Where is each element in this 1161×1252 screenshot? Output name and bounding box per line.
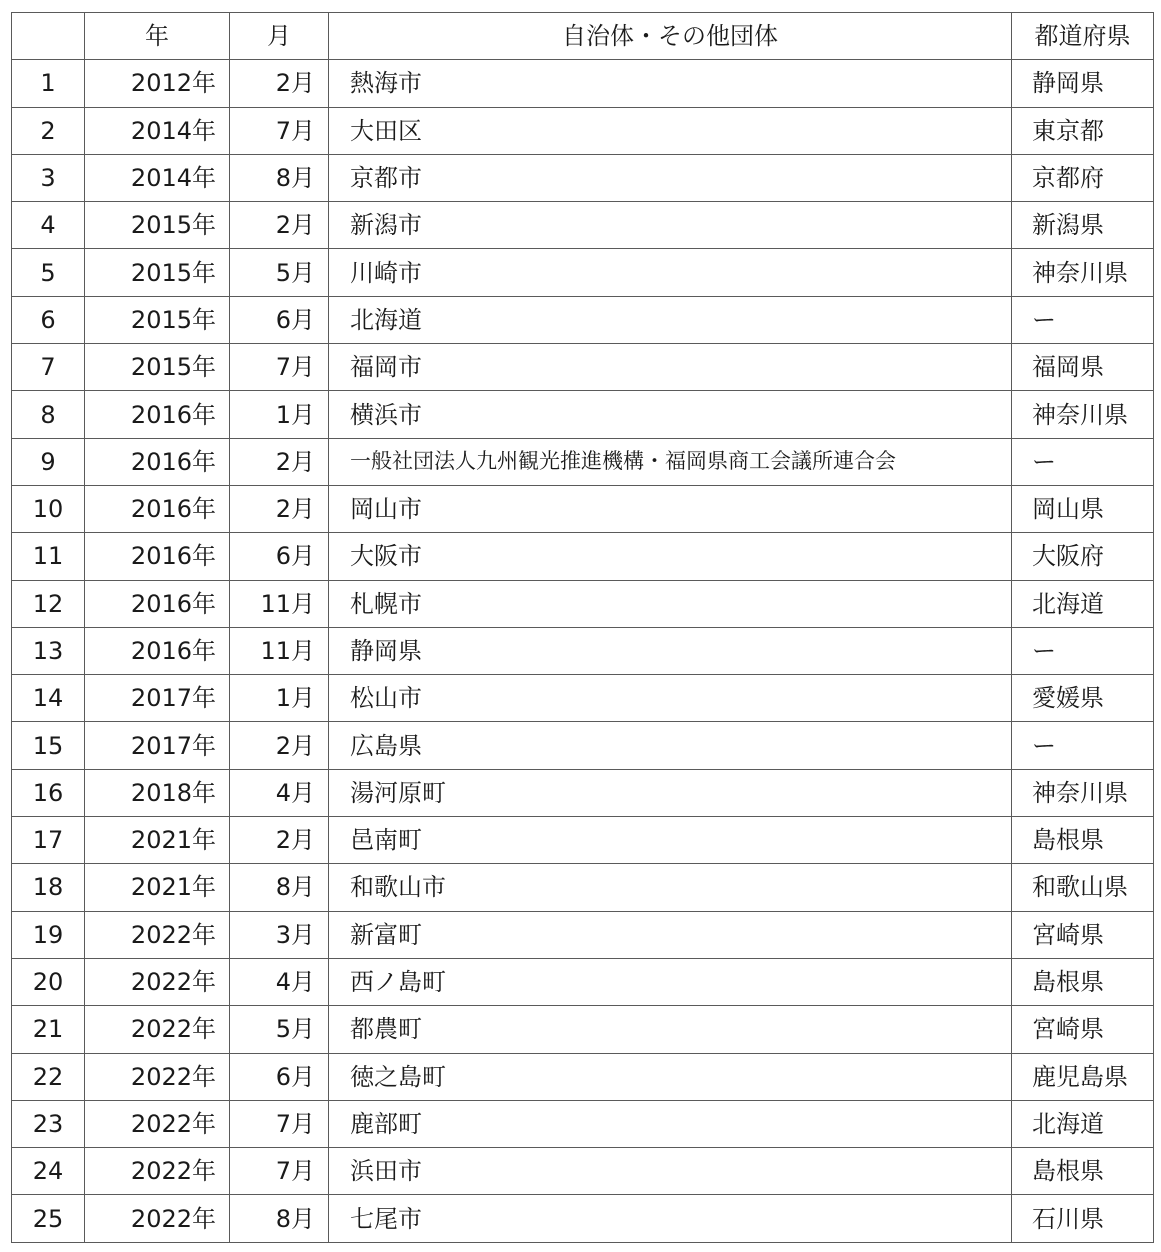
table-body: [12, 60, 1154, 1242]
month-cell: 1月: [230, 391, 329, 438]
table-row: [12, 911, 1154, 958]
row-number-cell: 18: [12, 864, 85, 911]
row-number-cell: 14: [12, 675, 85, 722]
table-row: [12, 769, 1154, 816]
prefecture-cell: ー: [1012, 722, 1154, 769]
year-cell: 2016年: [85, 533, 230, 580]
year-cell: 2015年: [85, 202, 230, 249]
organization-cell: 一般社団法人九州観光推進機構・福岡県商工会議所連合会: [329, 438, 1012, 485]
year-cell: 2022年: [85, 1006, 230, 1053]
table-row: [12, 344, 1154, 391]
table-row: [12, 1148, 1154, 1195]
prefecture-cell: 宮崎県: [1012, 911, 1154, 958]
prefecture-cell: 石川県: [1012, 1195, 1154, 1242]
organization-cell: 札幌市: [329, 580, 1012, 627]
row-number-cell: 13: [12, 627, 85, 674]
row-number-cell: 9: [12, 438, 85, 485]
table-row: [12, 154, 1154, 201]
row-number-cell: 5: [12, 249, 85, 296]
prefecture-cell: ー: [1012, 438, 1154, 485]
year-cell: 2016年: [85, 580, 230, 627]
row-number-cell: 7: [12, 344, 85, 391]
row-number-cell: 3: [12, 154, 85, 201]
organization-cell: 七尾市: [329, 1195, 1012, 1242]
table-row: [12, 1100, 1154, 1147]
year-cell: 2015年: [85, 296, 230, 343]
row-number-cell: 10: [12, 485, 85, 532]
organization-cell: 川崎市: [329, 249, 1012, 296]
month-cell: 3月: [230, 911, 329, 958]
organization-cell: 北海道: [329, 296, 1012, 343]
month-cell: 8月: [230, 1195, 329, 1242]
row-number-cell: 2: [12, 107, 85, 154]
organization-cell: 西ノ島町: [329, 958, 1012, 1005]
row-number-cell: 11: [12, 533, 85, 580]
month-cell: 4月: [230, 958, 329, 1005]
organization-cell: 徳之島町: [329, 1053, 1012, 1100]
year-cell: 2021年: [85, 817, 230, 864]
month-cell: 2月: [230, 438, 329, 485]
prefecture-cell: 北海道: [1012, 580, 1154, 627]
month-cell: 8月: [230, 864, 329, 911]
table-row: [12, 817, 1154, 864]
header-row: [12, 13, 1154, 60]
header-year: 年: [85, 13, 230, 60]
month-cell: 4月: [230, 769, 329, 816]
organization-cell: 岡山市: [329, 485, 1012, 532]
organization-cell: 大田区: [329, 107, 1012, 154]
year-cell: 2022年: [85, 1195, 230, 1242]
month-cell: 2月: [230, 722, 329, 769]
organization-cell: 新富町: [329, 911, 1012, 958]
table-row: [12, 533, 1154, 580]
row-number-cell: 15: [12, 722, 85, 769]
prefecture-cell: 島根県: [1012, 958, 1154, 1005]
table-row: [12, 60, 1154, 107]
organization-cell: 松山市: [329, 675, 1012, 722]
year-cell: 2015年: [85, 249, 230, 296]
month-cell: 7月: [230, 1148, 329, 1195]
organization-cell: 浜田市: [329, 1148, 1012, 1195]
organization-cell: 大阪市: [329, 533, 1012, 580]
table-row: [12, 202, 1154, 249]
year-cell: 2017年: [85, 722, 230, 769]
year-cell: 2018年: [85, 769, 230, 816]
header-no: [12, 13, 85, 60]
organization-cell: 横浜市: [329, 391, 1012, 438]
prefecture-cell: ー: [1012, 296, 1154, 343]
month-cell: 1月: [230, 675, 329, 722]
prefecture-cell: 愛媛県: [1012, 675, 1154, 722]
row-number-cell: 16: [12, 769, 85, 816]
month-cell: 2月: [230, 60, 329, 107]
row-number-cell: 24: [12, 1148, 85, 1195]
month-cell: 2月: [230, 202, 329, 249]
prefecture-cell: 和歌山県: [1012, 864, 1154, 911]
month-cell: 11月: [230, 627, 329, 674]
organization-cell: 鹿部町: [329, 1100, 1012, 1147]
municipality-table: [11, 12, 1154, 1243]
table-row: [12, 580, 1154, 627]
row-number-cell: 1: [12, 60, 85, 107]
month-cell: 6月: [230, 296, 329, 343]
row-number-cell: 4: [12, 202, 85, 249]
month-cell: 7月: [230, 107, 329, 154]
organization-cell: 都農町: [329, 1006, 1012, 1053]
table-row: [12, 296, 1154, 343]
year-cell: 2022年: [85, 1053, 230, 1100]
year-cell: 2014年: [85, 154, 230, 201]
prefecture-cell: 東京都: [1012, 107, 1154, 154]
row-number-cell: 17: [12, 817, 85, 864]
year-cell: 2016年: [85, 391, 230, 438]
year-cell: 2022年: [85, 1148, 230, 1195]
header-month: 月: [230, 13, 329, 60]
month-cell: 2月: [230, 485, 329, 532]
prefecture-cell: 岡山県: [1012, 485, 1154, 532]
prefecture-cell: 鹿児島県: [1012, 1053, 1154, 1100]
table-row: [12, 107, 1154, 154]
year-cell: 2016年: [85, 485, 230, 532]
prefecture-cell: ー: [1012, 627, 1154, 674]
month-cell: 7月: [230, 1100, 329, 1147]
organization-cell: 静岡県: [329, 627, 1012, 674]
header-organization: 自治体・その他団体: [329, 13, 1012, 60]
month-cell: 6月: [230, 533, 329, 580]
row-number-cell: 22: [12, 1053, 85, 1100]
prefecture-cell: 島根県: [1012, 1148, 1154, 1195]
prefecture-cell: 宮崎県: [1012, 1006, 1154, 1053]
table-row: [12, 958, 1154, 1005]
month-cell: 5月: [230, 1006, 329, 1053]
row-number-cell: 21: [12, 1006, 85, 1053]
table-row: [12, 1053, 1154, 1100]
year-cell: 2022年: [85, 958, 230, 1005]
table-row: [12, 249, 1154, 296]
year-cell: 2017年: [85, 675, 230, 722]
row-number-cell: 25: [12, 1195, 85, 1242]
year-cell: 2022年: [85, 1100, 230, 1147]
year-cell: 2021年: [85, 864, 230, 911]
prefecture-cell: 静岡県: [1012, 60, 1154, 107]
row-number-cell: 20: [12, 958, 85, 1005]
prefecture-cell: 新潟県: [1012, 202, 1154, 249]
row-number-cell: 19: [12, 911, 85, 958]
organization-cell: 湯河原町: [329, 769, 1012, 816]
year-cell: 2016年: [85, 627, 230, 674]
table-row: [12, 485, 1154, 532]
month-cell: 2月: [230, 817, 329, 864]
prefecture-cell: 京都府: [1012, 154, 1154, 201]
organization-cell: 広島県: [329, 722, 1012, 769]
table-row: [12, 391, 1154, 438]
row-number-cell: 8: [12, 391, 85, 438]
organization-cell: 新潟市: [329, 202, 1012, 249]
row-number-cell: 23: [12, 1100, 85, 1147]
table-row: [12, 1195, 1154, 1242]
year-cell: 2022年: [85, 911, 230, 958]
year-cell: 2015年: [85, 344, 230, 391]
row-number-cell: 6: [12, 296, 85, 343]
table-row: [12, 438, 1154, 485]
prefecture-cell: 北海道: [1012, 1100, 1154, 1147]
table-row: [12, 864, 1154, 911]
month-cell: 11月: [230, 580, 329, 627]
prefecture-cell: 大阪府: [1012, 533, 1154, 580]
prefecture-cell: 島根県: [1012, 817, 1154, 864]
month-cell: 5月: [230, 249, 329, 296]
year-cell: 2014年: [85, 107, 230, 154]
header-prefecture: 都道府県: [1012, 13, 1154, 60]
organization-cell: 和歌山市: [329, 864, 1012, 911]
organization-cell: 邑南町: [329, 817, 1012, 864]
month-cell: 6月: [230, 1053, 329, 1100]
year-cell: 2012年: [85, 60, 230, 107]
table-row: [12, 722, 1154, 769]
prefecture-cell: 神奈川県: [1012, 249, 1154, 296]
prefecture-cell: 福岡県: [1012, 344, 1154, 391]
month-cell: 7月: [230, 344, 329, 391]
table-row: [12, 1006, 1154, 1053]
organization-cell: 福岡市: [329, 344, 1012, 391]
prefecture-cell: 神奈川県: [1012, 391, 1154, 438]
organization-cell: 熱海市: [329, 60, 1012, 107]
prefecture-cell: 神奈川県: [1012, 769, 1154, 816]
table-row: [12, 627, 1154, 674]
year-cell: 2016年: [85, 438, 230, 485]
table-row: [12, 675, 1154, 722]
organization-cell: 京都市: [329, 154, 1012, 201]
row-number-cell: 12: [12, 580, 85, 627]
month-cell: 8月: [230, 154, 329, 201]
